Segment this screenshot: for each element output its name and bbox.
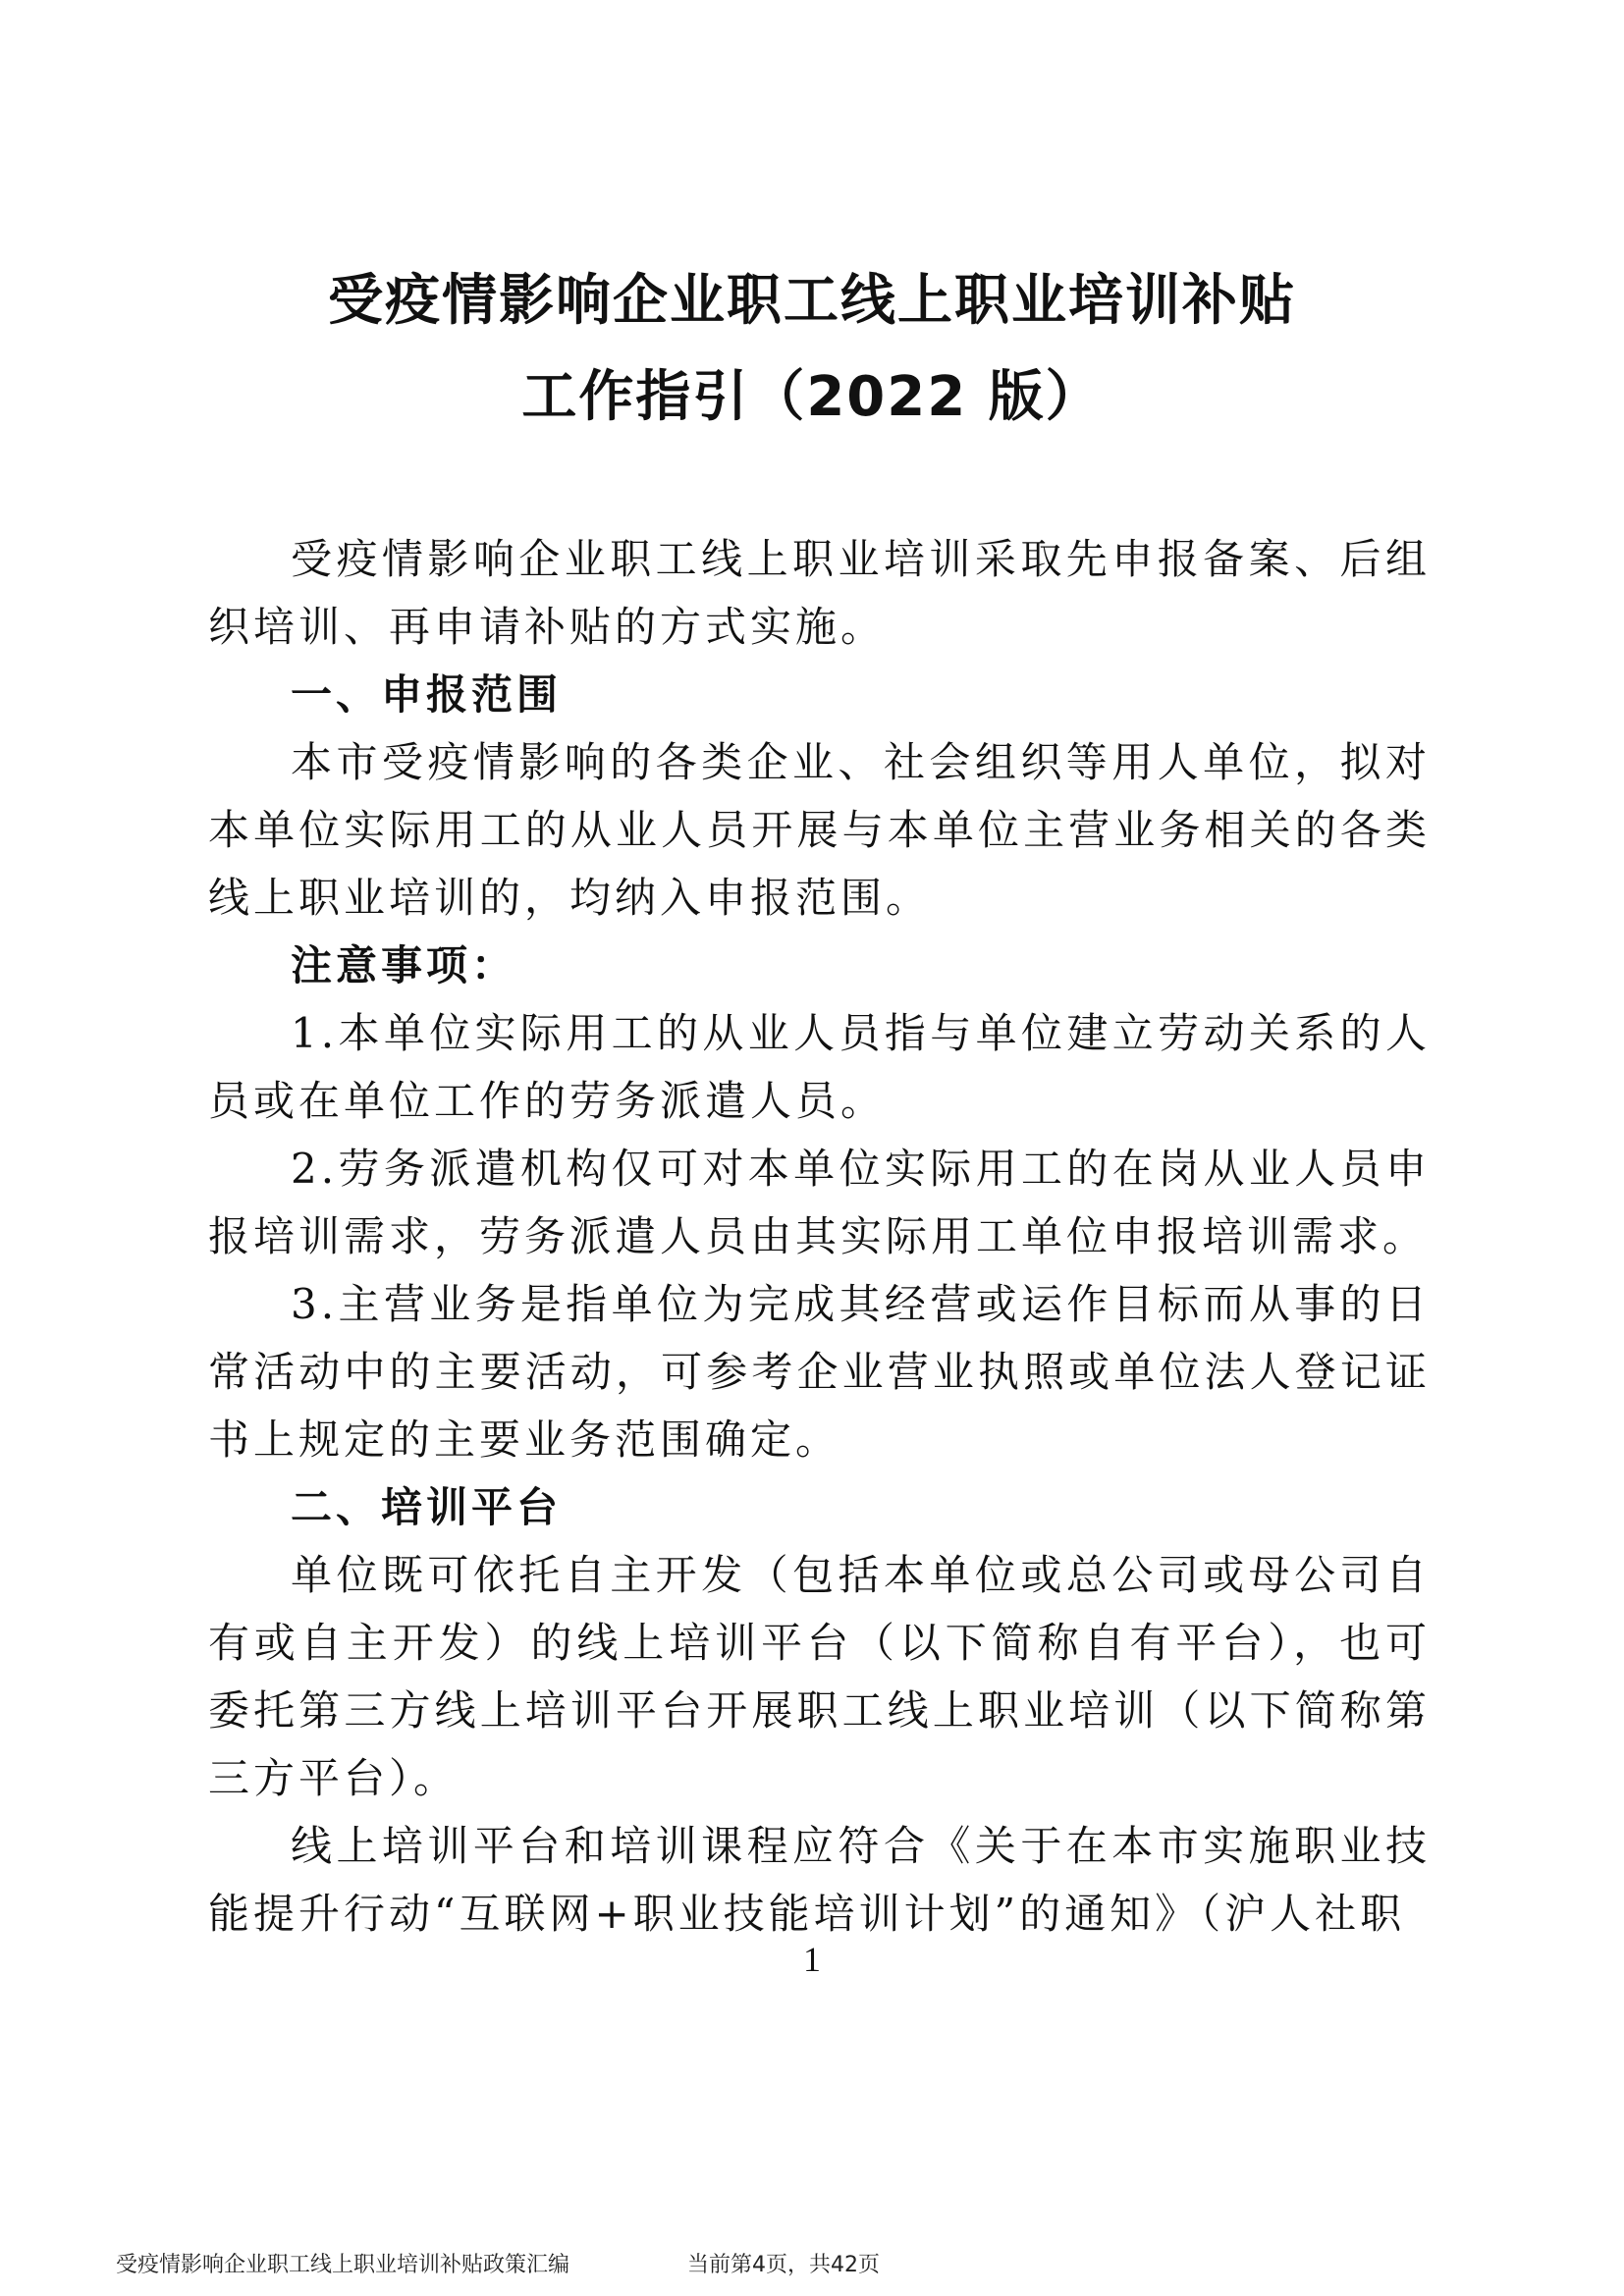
document-title-line-2: 工作指引（2022 版） bbox=[521, 365, 1103, 429]
note-item: 2.劳务派遣机构仅可对本单位实际用工的在岗从业人员申报培训需求，劳务派遣人员由其实际用工单位申报培训需求。 bbox=[208, 1145, 1431, 1260]
section-1-paragraph: 本市受疫情影响的各类企业、社会组织等用人单位，拟对本单位实际用工的从业人员开展与本单位主营业务相关的各类线上职业培训的，均纳入申报范围。 bbox=[208, 738, 1431, 922]
section-2-heading: 二、培训平台 bbox=[291, 1483, 563, 1531]
section-2-paragraph: 线上培训平台和培训课程应符合《关于在本市实施职业技能提升行动“互联网+职业技能培训计划”的通知》（沪人社职 bbox=[208, 1822, 1431, 1938]
note-item: 3.主营业务是指单位为完成其经营或运作目标而从事的日常活动中的主要活动，可参考企业营业执照或单位法人登记证书上规定的主要业务范围确定。 bbox=[208, 1280, 1431, 1464]
page-number: 1 bbox=[803, 1940, 821, 1979]
footer-page-status: 当前第4页，共42页 bbox=[687, 2253, 880, 2277]
footer-document-title: 受疫情影响企业职工线上职业培训补贴政策汇编 bbox=[116, 2253, 570, 2277]
document-body bbox=[208, 525, 1431, 1948]
note-item: 1.本单位实际用工的从业人员指与单位建立劳动关系的人员或在单位工作的劳务派遣人员。 bbox=[208, 1009, 1431, 1125]
notes-heading: 注意事项： bbox=[291, 941, 517, 989]
section-1-heading: 一、申报范围 bbox=[291, 670, 563, 719]
section-2-paragraph: 单位既可依托自主开发（包括本单位或总公司或母公司自有或自主开发）的线上培训平台（以下简称自有平台），也可委托第三方线上培训平台开展职工线上职业培训（以下简称第三方平台）。 bbox=[208, 1551, 1431, 1802]
document-title-line-1: 受疫情影响企业职工线上职业培训补贴 bbox=[328, 269, 1296, 333]
intro-paragraph: 受疫情影响企业职工线上职业培训采取先申报备案、后组织培训、再申请补贴的方式实施。 bbox=[208, 535, 1431, 651]
